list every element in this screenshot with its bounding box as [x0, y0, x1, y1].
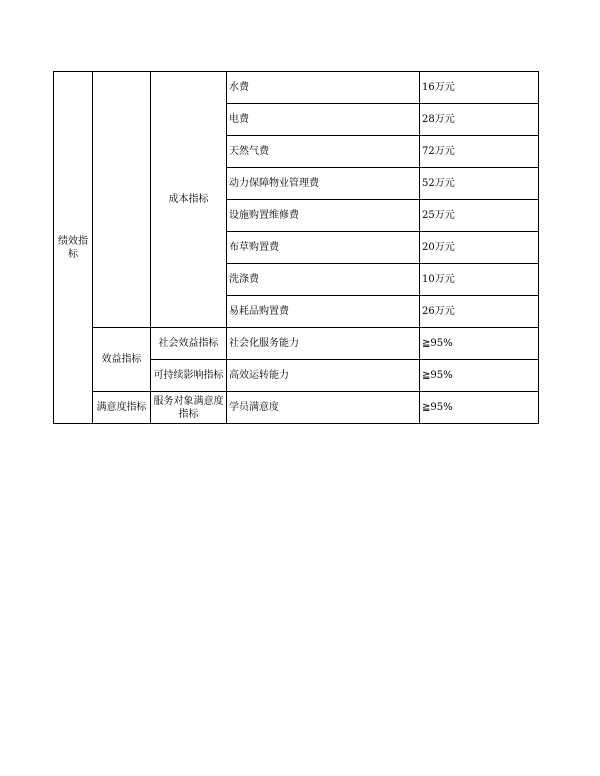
sub-indicator-cell: 可持续影响指标: [151, 360, 227, 392]
indicator-name: 学员满意度: [227, 392, 420, 424]
cost-group-cell: 成本指标: [151, 72, 227, 328]
performance-indicator-table: [53, 71, 539, 424]
satisfaction-group-cell: 满意度指标: [93, 392, 151, 424]
level2-empty-cell: [93, 72, 151, 328]
indicator-name: 天然气费: [227, 136, 420, 168]
indicator-name: 易耗品购置费: [227, 296, 420, 328]
indicator-value: ≧95%: [420, 328, 539, 360]
benefit-group-cell: 效益指标: [93, 328, 151, 392]
indicator-value: ≧95%: [420, 392, 539, 424]
table-row: [54, 72, 539, 104]
indicator-name: 设施购置维修费: [227, 200, 420, 232]
indicator-name: 布草购置费: [227, 232, 420, 264]
indicator-name: 水费: [227, 72, 420, 104]
indicator-name: 洗涤费: [227, 264, 420, 296]
indicator-value: 25万元: [420, 200, 539, 232]
indicator-value: ≧95%: [420, 360, 539, 392]
indicator-value: 20万元: [420, 232, 539, 264]
table-row: [54, 328, 539, 360]
indicator-name: 动力保障物业管理费: [227, 168, 420, 200]
indicator-name: 社会化服务能力: [227, 328, 420, 360]
sub-indicator-cell: 社会效益指标: [151, 328, 227, 360]
indicator-name: 高效运转能力: [227, 360, 420, 392]
level1-cell: 绩效指标: [54, 72, 93, 424]
indicator-name: 电费: [227, 104, 420, 136]
indicator-value: 10万元: [420, 264, 539, 296]
indicator-value: 72万元: [420, 136, 539, 168]
indicator-value: 16万元: [420, 72, 539, 104]
indicator-value: 28万元: [420, 104, 539, 136]
sub-indicator-cell: 服务对象满意度指标: [151, 392, 227, 424]
indicator-value: 26万元: [420, 296, 539, 328]
table-row: [54, 392, 539, 424]
indicator-value: 52万元: [420, 168, 539, 200]
